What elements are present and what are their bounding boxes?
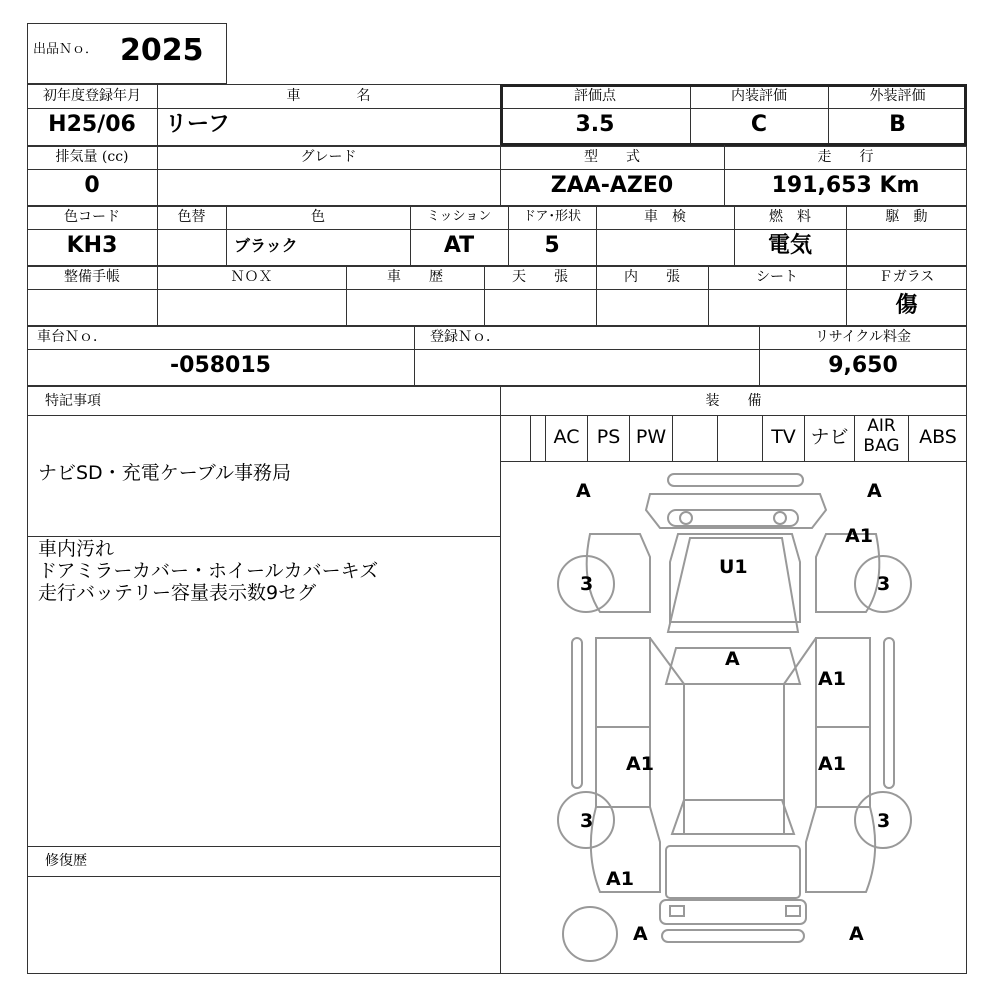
mark-door-right: A1: [818, 753, 846, 775]
front-glass-value: 傷: [895, 293, 918, 318]
equipment-airbag: [854, 415, 908, 461]
front-glass-label: Ｆガラス: [878, 269, 935, 285]
registration-number-label: 登録Ｎｏ．: [430, 329, 500, 345]
rule: [27, 846, 501, 847]
fender-front-left: [587, 534, 650, 612]
fuel-label: 燃 料: [769, 209, 811, 225]
mark-windshield: U1: [719, 556, 748, 578]
rule: [27, 385, 967, 387]
car-condition-diagram: [500, 462, 966, 973]
special-notes-line1: ナビSD・充電ケーブル事務局: [38, 462, 291, 484]
door-left-outline: [596, 638, 650, 807]
interior-trim-label: 内 張: [624, 269, 680, 285]
mark-rear-right: A: [849, 923, 864, 945]
grade-label: グレード: [300, 149, 357, 165]
nox-label: ＮＯＸ: [230, 269, 273, 285]
repair-history-label: 修復歴: [45, 853, 87, 869]
door-shape-value: 5: [544, 233, 560, 258]
exterior-rating-value: B: [889, 112, 906, 137]
lot-number-label: 出品Ｎｏ．: [33, 42, 99, 57]
equipment-tv: TV: [762, 415, 804, 461]
equipment-navi: ナビ: [804, 415, 854, 461]
mission-label: ミッション: [426, 209, 492, 224]
displacement-label: 排気量 (cc): [55, 149, 129, 165]
equipment-ps: PS: [587, 415, 629, 461]
equipment-item: [717, 415, 762, 461]
model-code-value: ZAA-AZE0: [550, 173, 674, 198]
equipment-grid: [500, 415, 967, 461]
chassis-number-label: 車台Ｎｏ．: [37, 329, 107, 345]
mark-tire-rear-left: 3: [580, 810, 594, 832]
recycle-fee-label: リサイクル料金: [814, 329, 912, 345]
color-value: ブラック: [234, 236, 298, 255]
color-change-label: 色替: [177, 209, 206, 225]
mark-hood-right: A1: [845, 525, 873, 547]
equipment-ac: AC: [545, 415, 587, 461]
inspection-label: 車 検: [644, 209, 686, 225]
headliner-label: 天 張: [512, 269, 568, 285]
mark-tire-front-left: 3: [580, 573, 594, 595]
mark-front-right: A: [867, 480, 882, 502]
model-code-label: 型 式: [584, 149, 640, 165]
seat-label: シート: [756, 269, 798, 285]
interior-rating-label: 内装評価: [731, 88, 787, 104]
mark-door-left: A1: [626, 753, 654, 775]
mark-tire-front-right: 3: [877, 573, 891, 595]
mileage-label: 走 行: [817, 149, 874, 165]
equipment-airbag-text: AIR BAG: [863, 416, 900, 456]
exterior-rating-label: 外装評価: [869, 88, 926, 104]
equipment-label: 装 備: [705, 393, 762, 409]
rule: [27, 876, 501, 877]
color-label: 色: [311, 209, 325, 225]
mark-fender-right: A1: [818, 668, 846, 690]
first-registration-label: 初年度登録年月: [43, 88, 141, 104]
recycle-fee-value: 9,650: [828, 353, 898, 378]
mark-rear-left-panel: A1: [606, 868, 634, 890]
special-notes-label: 特記事項: [45, 393, 101, 409]
color-code-label: 色コード: [64, 209, 120, 225]
chassis-number-value: -058015: [170, 353, 271, 378]
mark-front-left: A: [576, 480, 591, 502]
equipment-abs: ABS: [908, 415, 967, 461]
rule: [27, 536, 501, 537]
rear-glass-outline: [672, 800, 794, 834]
trunk-outline: [666, 846, 800, 898]
rear-bumper-outline: [662, 930, 804, 942]
door-right-outline: [816, 638, 870, 807]
mileage-value: 191,653 Km: [771, 173, 920, 198]
roof-panel: [684, 684, 784, 834]
fender-rear-right: [806, 807, 875, 892]
rear-lamp-bar: [660, 900, 806, 924]
mission-value: AT: [443, 233, 475, 258]
displacement-value: 0: [84, 173, 100, 198]
fuel-value: 電気: [767, 233, 812, 258]
mark-roof: A: [725, 648, 740, 670]
score-label: 評価点: [574, 88, 616, 104]
rule: [27, 289, 967, 290]
first-registration-value: H25/06: [48, 112, 136, 137]
equipment-pw: PW: [629, 415, 672, 461]
color-code-value: KH3: [66, 233, 118, 258]
car-name-label: 車 名: [286, 88, 371, 104]
maintenance-book-label: 整備手帳: [64, 269, 120, 285]
score-value: 3.5: [575, 112, 615, 137]
mark-rear-left: A: [633, 923, 648, 945]
special-notes-remarks: 車内汚れ ドアミラーカバー・ホイールカバーキズ 走行バッテリー容量表示数9セグ: [38, 538, 379, 604]
mark-tire-rear-right: 3: [877, 810, 891, 832]
door-shape-label: ドア･形状: [522, 209, 582, 224]
car-name-value: リーフ: [165, 112, 230, 137]
car-history-label: 車 歴: [387, 269, 443, 285]
rule: [414, 325, 415, 385]
hood-outline: [670, 534, 800, 622]
spare-tire-circle: [563, 907, 617, 961]
front-bumper-outline: [668, 474, 803, 486]
equipment-item: [672, 415, 717, 461]
windshield-outline: [668, 538, 798, 632]
interior-rating-value: C: [750, 112, 768, 137]
lot-number-value: 2025: [120, 33, 204, 68]
drive-label: 駆 動: [885, 209, 928, 225]
equipment-item: [530, 415, 545, 461]
